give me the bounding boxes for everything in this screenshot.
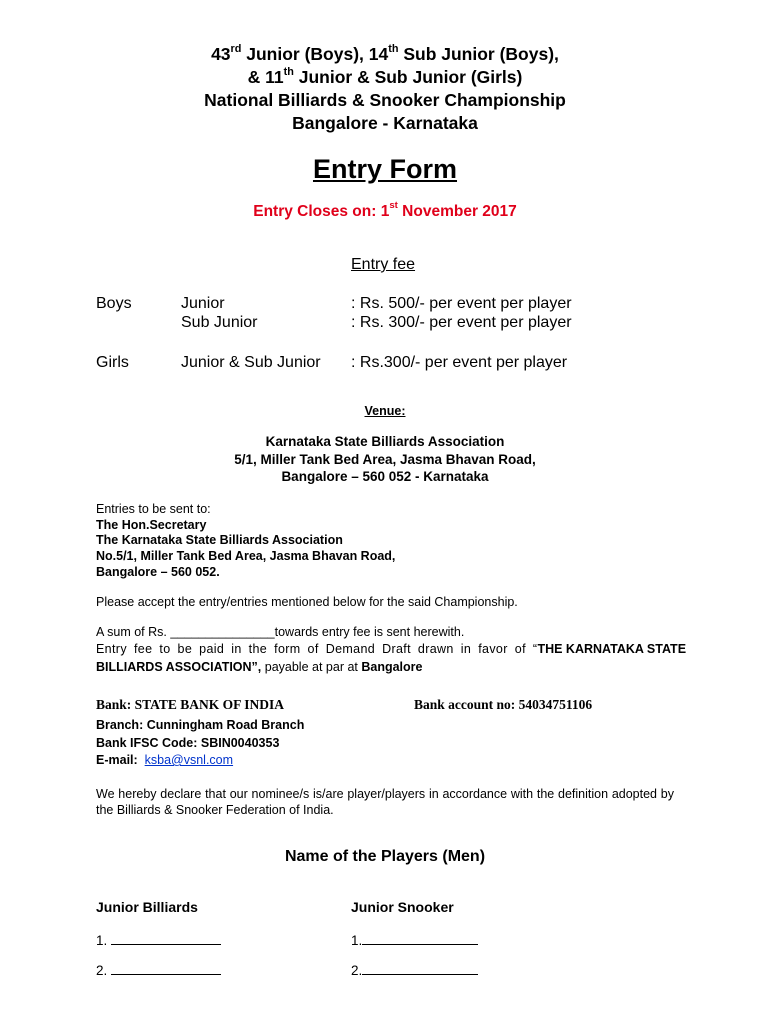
col-junior-snooker: Junior Snooker [351,899,454,915]
venue-line: Bangalore – 560 052 - Karnataka [281,469,489,484]
accept-statement: Please accept the entry/entries mentioned below for the said Championship. [96,595,518,609]
billiards-player-row: 1. [96,932,221,948]
email-label: E-mail: [96,753,138,767]
fee-category-sub-junior: Sub Junior [181,314,258,331]
send-to-line: No.5/1, Miller Tank Bed Area, Jasma Bhavan Road, [96,549,396,563]
send-to-line: Bangalore – 560 052. [96,565,220,579]
venue-line: 5/1, Miller Tank Bed Area, Jasma Bhavan Road, [234,452,536,467]
bank-name: Bank: STATE BANK OF INDIA [96,697,285,712]
declaration: We hereby declare that our nominee/s is/are player/players in accordance with the definition adopted by the Billiards & Snooker Federation of India. [96,787,674,817]
bank-account: Bank account no: 54034751106 [414,697,593,712]
bank-ifsc: Bank IFSC Code: SBIN0040353 [96,736,280,750]
fee-amount-girls: : Rs.300/- per event per player [351,354,568,371]
header-line-3: National Billiards & Snooker Championship [204,90,566,110]
player-name-blank[interactable] [111,932,221,945]
player-name-blank[interactable] [111,962,221,975]
fee-category-junior: Junior [181,295,225,312]
venue-label: Venue: [364,404,406,418]
payment-line-1: Entry fee to be paid in the form of Demand Draft drawn in favor of “THE KARNATAKA STATE [96,642,687,656]
sum-statement: A sum of Rs. _______________towards entry fee is sent herewith. [96,625,465,639]
payment-line-2: BILLIARDS ASSOCIATION”, payable at par at Bangalore [96,660,423,674]
fee-group-girls: Girls [96,354,129,371]
billiards-player-row: 2. [96,962,221,978]
col-junior-billiards: Junior Billiards [96,899,198,915]
form-title: Entry Form [312,154,458,184]
email-row [96,753,233,767]
players-heading: Name of the Players (Men) [284,848,486,865]
snooker-player-row: 1. [351,932,478,948]
header-line-4: Bangalore - Karnataka [292,113,478,133]
fee-amount-sub-junior: : Rs. 300/- per event per player [351,314,572,331]
closing-date: Entry Closes on: 1st November 2017 [253,200,517,220]
email-link[interactable]: ksba@vsnl.com [144,753,234,767]
header-line-1: 43rd Junior (Boys), 14th Sub Junior (Boys), [211,42,559,64]
venue-line: Karnataka State Billiards Association [265,434,505,449]
fee-group-boys: Boys [96,295,132,312]
send-to-intro: Entries to be sent to: [96,502,211,516]
send-to-line: The Karnataka State Billiards Association [96,533,343,547]
bank-branch: Branch: Cunningham Road Branch [96,718,305,732]
player-name-blank[interactable] [362,932,478,945]
player-name-blank[interactable] [362,962,478,975]
send-to-line: The Hon.Secretary [96,518,207,532]
header-line-2: & 11th Junior & Sub Junior (Girls) [247,65,523,87]
entry-fee-heading: Entry fee [351,256,416,273]
fee-category-girls: Junior & Sub Junior [181,354,321,371]
snooker-player-row: 2. [351,962,478,978]
fee-amount-junior: : Rs. 500/- per event per player [351,295,572,312]
amount-blank[interactable]: _______________ [170,625,275,639]
